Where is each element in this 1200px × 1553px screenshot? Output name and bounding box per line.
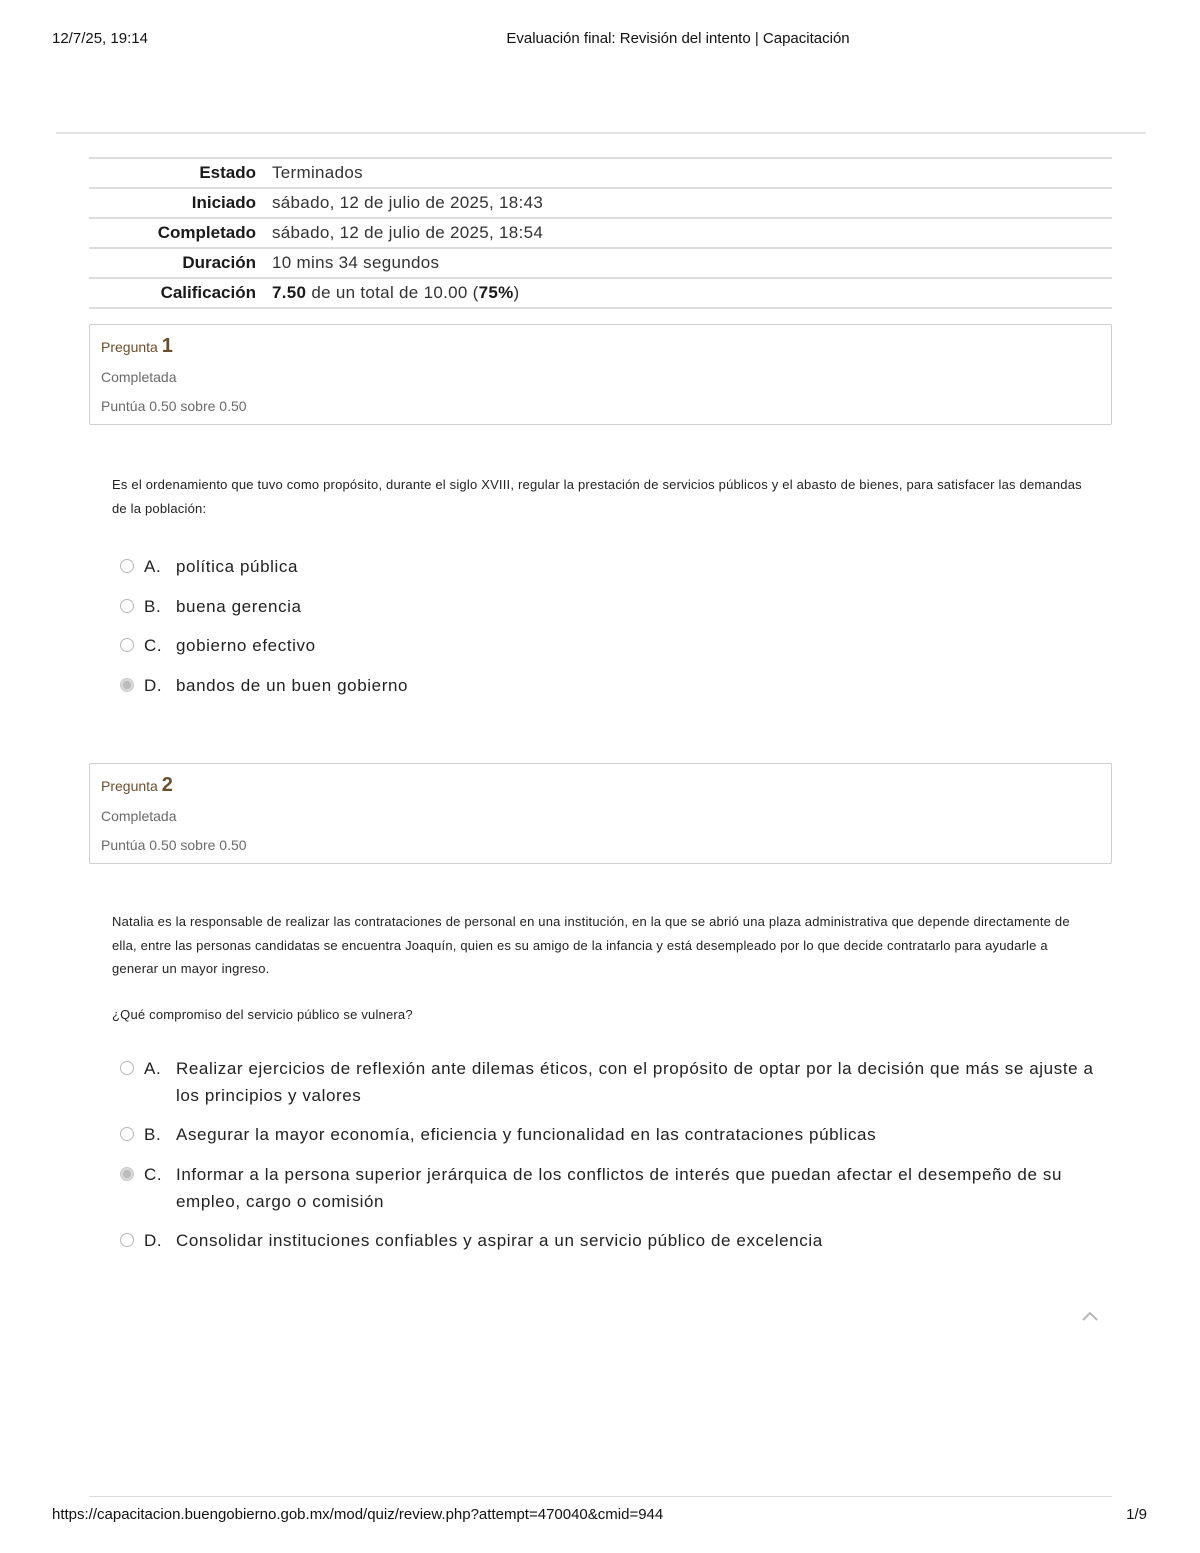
answer-letter: D. <box>144 1231 163 1250</box>
radio-button[interactable] <box>120 559 134 573</box>
answer-text: Consolidar instituciones confiables y aspirar a un servicio público de excelencia <box>176 1231 823 1250</box>
question-grade: Puntúa 0.50 sobre 0.50 <box>101 837 247 853</box>
question-info-2 <box>89 763 1112 864</box>
answer-text: buena gerencia <box>176 597 302 616</box>
divider <box>56 132 1146 134</box>
question-number <box>101 335 173 358</box>
answer-option[interactable] <box>120 672 1100 699</box>
radio-button-selected[interactable] <box>120 1167 134 1181</box>
answer-letter: B. <box>144 1125 162 1144</box>
grade-end: ) <box>513 283 520 302</box>
divider <box>89 1496 1112 1497</box>
radio-button[interactable] <box>120 1061 134 1075</box>
question-info-1 <box>89 324 1112 425</box>
summary-row-estado <box>89 159 1112 189</box>
summary-row-calificacion <box>89 279 1112 309</box>
summary-value: Terminados <box>272 163 363 182</box>
question-state: Completada <box>101 369 177 385</box>
answer-text: Realizar ejercicios de reflexión ante dilemas éticos, con el propósito de optar por la decisión que más se ajuste a los principios y valores <box>176 1059 1094 1105</box>
answer-option[interactable] <box>120 1227 1100 1254</box>
grade-score: 7.50 <box>272 283 307 302</box>
answer-text: gobierno efectivo <box>176 636 316 655</box>
summary-label: Estado <box>199 163 256 182</box>
summary-label: Calificación <box>160 283 256 302</box>
answer-text: Informar a la persona superior jerárquica de los conflictos de interés que puedan afectar el desempeño de su empleo, cargo o comisión <box>176 1165 1063 1211</box>
question-number <box>101 774 173 797</box>
print-header <box>0 30 1200 50</box>
answer-option[interactable] <box>120 553 1100 580</box>
radio-button[interactable] <box>120 1233 134 1247</box>
question-label: Pregunta <box>101 778 158 794</box>
summary-value: sábado, 12 de julio de 2025, 18:54 <box>272 223 544 242</box>
answer-letter: B. <box>144 597 162 616</box>
question-state: Completada <box>101 808 177 824</box>
answer-option[interactable] <box>120 1161 1100 1215</box>
page-counter: 1/9 <box>1126 1506 1147 1523</box>
question-grade: Puntúa 0.50 sobre 0.50 <box>101 398 247 414</box>
summary-value: 10 mins 34 segundos <box>272 253 440 272</box>
grade-percent: 75% <box>478 283 514 302</box>
answer-text: Asegurar la mayor economía, eficiencia y funcionalidad en las contrataciones públicas <box>176 1125 877 1144</box>
answer-text: bandos de un buen gobierno <box>176 676 409 695</box>
answer-option[interactable] <box>120 593 1100 620</box>
radio-button[interactable] <box>120 599 134 613</box>
answer-letter: C. <box>144 1165 163 1184</box>
print-datetime: 12/7/25, 19:14 <box>52 30 148 47</box>
question-number-value: 1 <box>161 335 173 357</box>
question-label: Pregunta <box>101 339 158 355</box>
summary-value <box>256 283 520 303</box>
summary-label: Completado <box>157 223 256 242</box>
radio-button-selected[interactable] <box>120 678 134 692</box>
radio-button[interactable] <box>120 638 134 652</box>
attempt-summary-table <box>89 157 1112 309</box>
page-url: https://capacitacion.buengobierno.gob.mx/mod/quiz/review.php?attempt=470040&cmid=944 <box>52 1506 664 1523</box>
summary-value: sábado, 12 de julio de 2025, 18:43 <box>272 193 544 212</box>
answer-letter: D. <box>144 676 163 695</box>
question-number-value: 2 <box>161 774 173 796</box>
summary-row-completado <box>89 219 1112 249</box>
question-text-2: Natalia es la responsable de realizar las contrataciones de personal en una institución, en la que se abrió una plaza administrativa que depende directamente de ella, entre las personas candidatas se encuentra Joaquín, quien es su amigo de la infancia y está desempleado por lo que decide contratarlo para ayudarle a generar un mayor ingreso. <box>112 914 1070 976</box>
answer-option[interactable] <box>120 1121 1100 1148</box>
question-text-1: Es el ordenamiento que tuvo como propósito, durante el siglo XVIII, regular la prestación de servicios públicos y el abasto de bienes, para satisfacer las demandas de la población: <box>112 477 1082 516</box>
answer-option[interactable] <box>120 632 1100 659</box>
answer-text: política pública <box>176 557 299 576</box>
summary-label: Duración <box>182 253 256 272</box>
grade-total: de un total de 10.00 ( <box>306 283 479 302</box>
summary-row-duracion <box>89 249 1112 279</box>
answer-letter: A. <box>144 557 162 576</box>
answer-letter: A. <box>144 1059 162 1078</box>
answer-letter: C. <box>144 636 163 655</box>
question-prompt-2: ¿Qué compromiso del servicio público se vulnera? <box>112 1007 413 1022</box>
answer-option[interactable] <box>120 1055 1100 1109</box>
summary-row-iniciado <box>89 189 1112 219</box>
print-page-title: Evaluación final: Revisión del intento | Capacitación <box>506 30 850 47</box>
chevron-up-icon[interactable] <box>1080 1308 1100 1324</box>
summary-label: Iniciado <box>191 193 256 212</box>
radio-button[interactable] <box>120 1127 134 1141</box>
